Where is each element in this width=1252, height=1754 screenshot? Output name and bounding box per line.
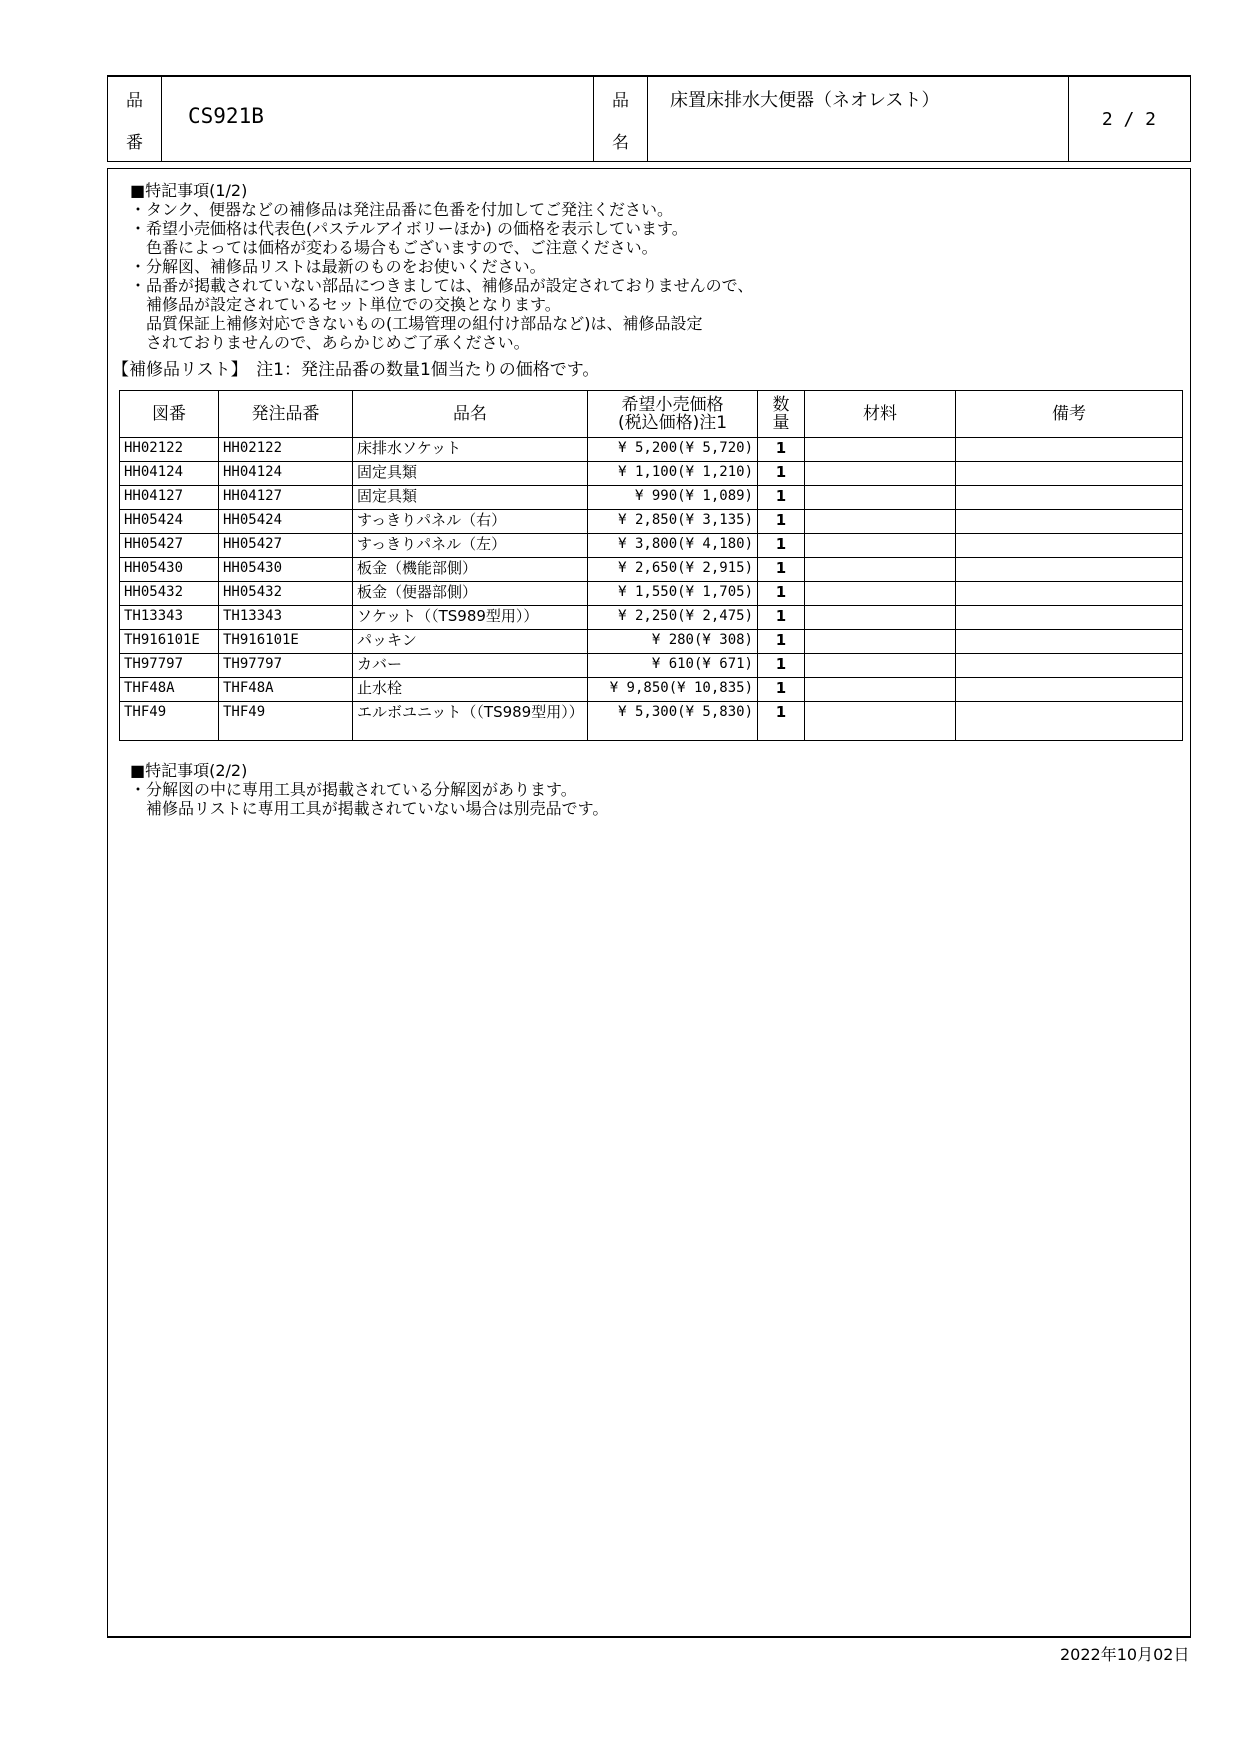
cell-price: ¥ 3,800(¥ 4,180) — [588, 534, 758, 558]
cell-quantity: 1 — [758, 462, 805, 486]
notes-1-title: ■特記事項(1/2) — [130, 181, 248, 200]
table-row — [120, 606, 1183, 630]
note-line: ・タンク、便器などの補修品は発注品番に色番を付加してご発注ください。 — [130, 200, 674, 219]
note-line: 補修品リストに専用工具が掲載されていない場合は別売品です。 — [130, 799, 609, 818]
col-header-remarks: 備考 — [956, 391, 1183, 438]
cell-order-number: HH05430 — [219, 558, 353, 582]
page-number: 2 / 2 — [1101, 108, 1156, 130]
cell-material — [805, 654, 956, 678]
note-line: 補修品が設定されているセット単位での交換となります。 — [130, 295, 561, 314]
table-row — [120, 462, 1183, 486]
cell-remarks — [956, 558, 1183, 582]
cell-fig-number: TH97797 — [120, 654, 219, 678]
cell-quantity: 1 — [758, 630, 805, 654]
cell-order-number: HH05427 — [219, 534, 353, 558]
cell-material — [805, 702, 956, 741]
cell-fig-number: THF49 — [120, 702, 219, 741]
col-header-name: 品名 — [353, 391, 588, 438]
cell-part-name: 板金（機能部側） — [353, 558, 588, 582]
cell-price: ¥ 990(¥ 1,089) — [588, 486, 758, 510]
cell-order-number: TH97797 — [219, 654, 353, 678]
cell-material — [805, 558, 956, 582]
cell-fig-number: HH02122 — [120, 438, 219, 462]
table-row — [120, 486, 1183, 510]
cell-remarks — [956, 462, 1183, 486]
cell-order-number: TH916101E — [219, 630, 353, 654]
cell-quantity: 1 — [758, 654, 805, 678]
cell-part-name: ソケット（（TS989型用）） — [353, 606, 588, 630]
col-header-order: 発注品番 — [219, 391, 353, 438]
cell-fig-number: THF48A — [120, 678, 219, 702]
table-row — [120, 654, 1183, 678]
note-line: されておりませんので、あらかじめご了承ください。 — [130, 333, 530, 352]
content-frame — [107, 168, 1191, 1638]
cell-material — [805, 534, 956, 558]
name-label-1: 品 — [612, 90, 629, 111]
cell-material — [805, 438, 956, 462]
table-header-row — [120, 391, 1183, 438]
document-date: 2022年10月02日 — [1060, 1645, 1190, 1664]
cell-quantity: 1 — [758, 702, 805, 741]
note-line: ・品番が掲載されていない部品につきましては、補修品が設定されておりませんので、 — [130, 276, 754, 295]
cell-remarks — [956, 510, 1183, 534]
table-row — [120, 678, 1183, 702]
product-name: 床置床排水大便器（ネオレスト） — [648, 77, 1069, 161]
cell-order-number: THF49 — [219, 702, 353, 741]
cell-quantity: 1 — [758, 582, 805, 606]
cell-order-number: HH02122 — [219, 438, 353, 462]
cell-remarks — [956, 606, 1183, 630]
notes-2-title: ■特記事項(2/2) — [130, 761, 248, 780]
cell-price: ¥ 1,550(¥ 1,705) — [588, 582, 758, 606]
cell-material — [805, 678, 956, 702]
parts-list-title: 【補修品リスト】 注1：発注品番の数量1個当たりの価格です。 — [112, 360, 600, 380]
cell-quantity: 1 — [758, 558, 805, 582]
cell-part-name: 床排水ソケット — [353, 438, 588, 462]
code-label-2: 番 — [126, 132, 143, 153]
cell-remarks — [956, 486, 1183, 510]
cell-part-name: カバー — [353, 654, 588, 678]
cell-fig-number: HH04127 — [120, 486, 219, 510]
cell-remarks — [956, 534, 1183, 558]
col-header-material: 材料 — [805, 391, 956, 438]
cell-fig-number: HH04124 — [120, 462, 219, 486]
cell-quantity: 1 — [758, 606, 805, 630]
cell-fig-number: TH13343 — [120, 606, 219, 630]
cell-price: ¥ 9,850(¥ 10,835) — [588, 678, 758, 702]
cell-part-name: すっきりパネル（右） — [353, 510, 588, 534]
code-label-1: 品 — [126, 90, 143, 111]
table-row — [120, 702, 1183, 741]
cell-part-name: パッキン — [353, 630, 588, 654]
cell-remarks — [956, 438, 1183, 462]
cell-fig-number: HH05430 — [120, 558, 219, 582]
name-label-2: 名 — [612, 132, 629, 153]
cell-order-number: HH04127 — [219, 486, 353, 510]
cell-fig-number: HH05432 — [120, 582, 219, 606]
cell-order-number: HH05432 — [219, 582, 353, 606]
cell-quantity: 1 — [758, 534, 805, 558]
cell-remarks — [956, 654, 1183, 678]
cell-part-name: 止水栓 — [353, 678, 588, 702]
table-row — [120, 510, 1183, 534]
note-line: ・分解図の中に専用工具が掲載されている分解図があります。 — [130, 780, 577, 799]
cell-material — [805, 630, 956, 654]
cell-order-number: HH05424 — [219, 510, 353, 534]
cell-price: ¥ 610(¥ 671) — [588, 654, 758, 678]
special-notes-1 — [130, 181, 753, 352]
name-label — [594, 77, 648, 161]
cell-price: ¥ 280(¥ 308) — [588, 630, 758, 654]
cell-remarks — [956, 582, 1183, 606]
product-code: CS921B — [162, 77, 594, 161]
cell-fig-number: HH05427 — [120, 534, 219, 558]
note-line: ・分解図、補修品リストは最新のものをお使いください。 — [130, 257, 546, 276]
table-row — [120, 630, 1183, 654]
table-row — [120, 582, 1183, 606]
special-notes-2 — [130, 761, 608, 818]
note-line: 品質保証上補修対応できないもの(工場管理の組付け部品など)は、補修品設定 — [130, 314, 703, 333]
cell-material — [805, 510, 956, 534]
cell-part-name: 固定具類 — [353, 462, 588, 486]
table-row — [120, 438, 1183, 462]
cell-part-name: すっきりパネル（左） — [353, 534, 588, 558]
cell-part-name: エルボユニット（（TS989型用）） — [353, 702, 588, 741]
cell-fig-number: TH916101E — [120, 630, 219, 654]
cell-quantity: 1 — [758, 510, 805, 534]
cell-price: ¥ 5,200(¥ 5,720) — [588, 438, 758, 462]
table-row — [120, 558, 1183, 582]
cell-remarks — [956, 678, 1183, 702]
cell-order-number: TH13343 — [219, 606, 353, 630]
cell-price: ¥ 5,300(¥ 5,830) — [588, 702, 758, 741]
cell-price: ¥ 2,850(¥ 3,135) — [588, 510, 758, 534]
cell-quantity: 1 — [758, 438, 805, 462]
col-header-fig: 図番 — [120, 391, 219, 438]
cell-material — [805, 606, 956, 630]
code-label — [108, 77, 162, 161]
parts-table — [119, 390, 1183, 741]
col-header-price: 希望小売価格 (税込価格)注1 — [588, 391, 758, 438]
col-header-qty: 数 量 — [758, 391, 805, 438]
cell-price: ¥ 2,250(¥ 2,475) — [588, 606, 758, 630]
cell-remarks — [956, 702, 1183, 741]
cell-quantity: 1 — [758, 678, 805, 702]
cell-material — [805, 582, 956, 606]
table-row — [120, 534, 1183, 558]
note-line: ・希望小売価格は代表色(パステルアイボリーほか) の価格を表示しています。 — [130, 219, 688, 238]
cell-price: ¥ 2,650(¥ 2,915) — [588, 558, 758, 582]
cell-order-number: HH04124 — [219, 462, 353, 486]
note-line: 色番によっては価格が変わる場合もございますので、ご注意ください。 — [130, 238, 658, 257]
cell-price: ¥ 1,100(¥ 1,210) — [588, 462, 758, 486]
cell-order-number: THF48A — [219, 678, 353, 702]
cell-material — [805, 462, 956, 486]
cell-material — [805, 486, 956, 510]
parts-table-body — [120, 438, 1183, 741]
cell-part-name: 板金（便器部側） — [353, 582, 588, 606]
cell-quantity: 1 — [758, 486, 805, 510]
cell-part-name: 固定具類 — [353, 486, 588, 510]
header-block — [107, 75, 1191, 162]
cell-fig-number: HH05424 — [120, 510, 219, 534]
cell-remarks — [956, 630, 1183, 654]
